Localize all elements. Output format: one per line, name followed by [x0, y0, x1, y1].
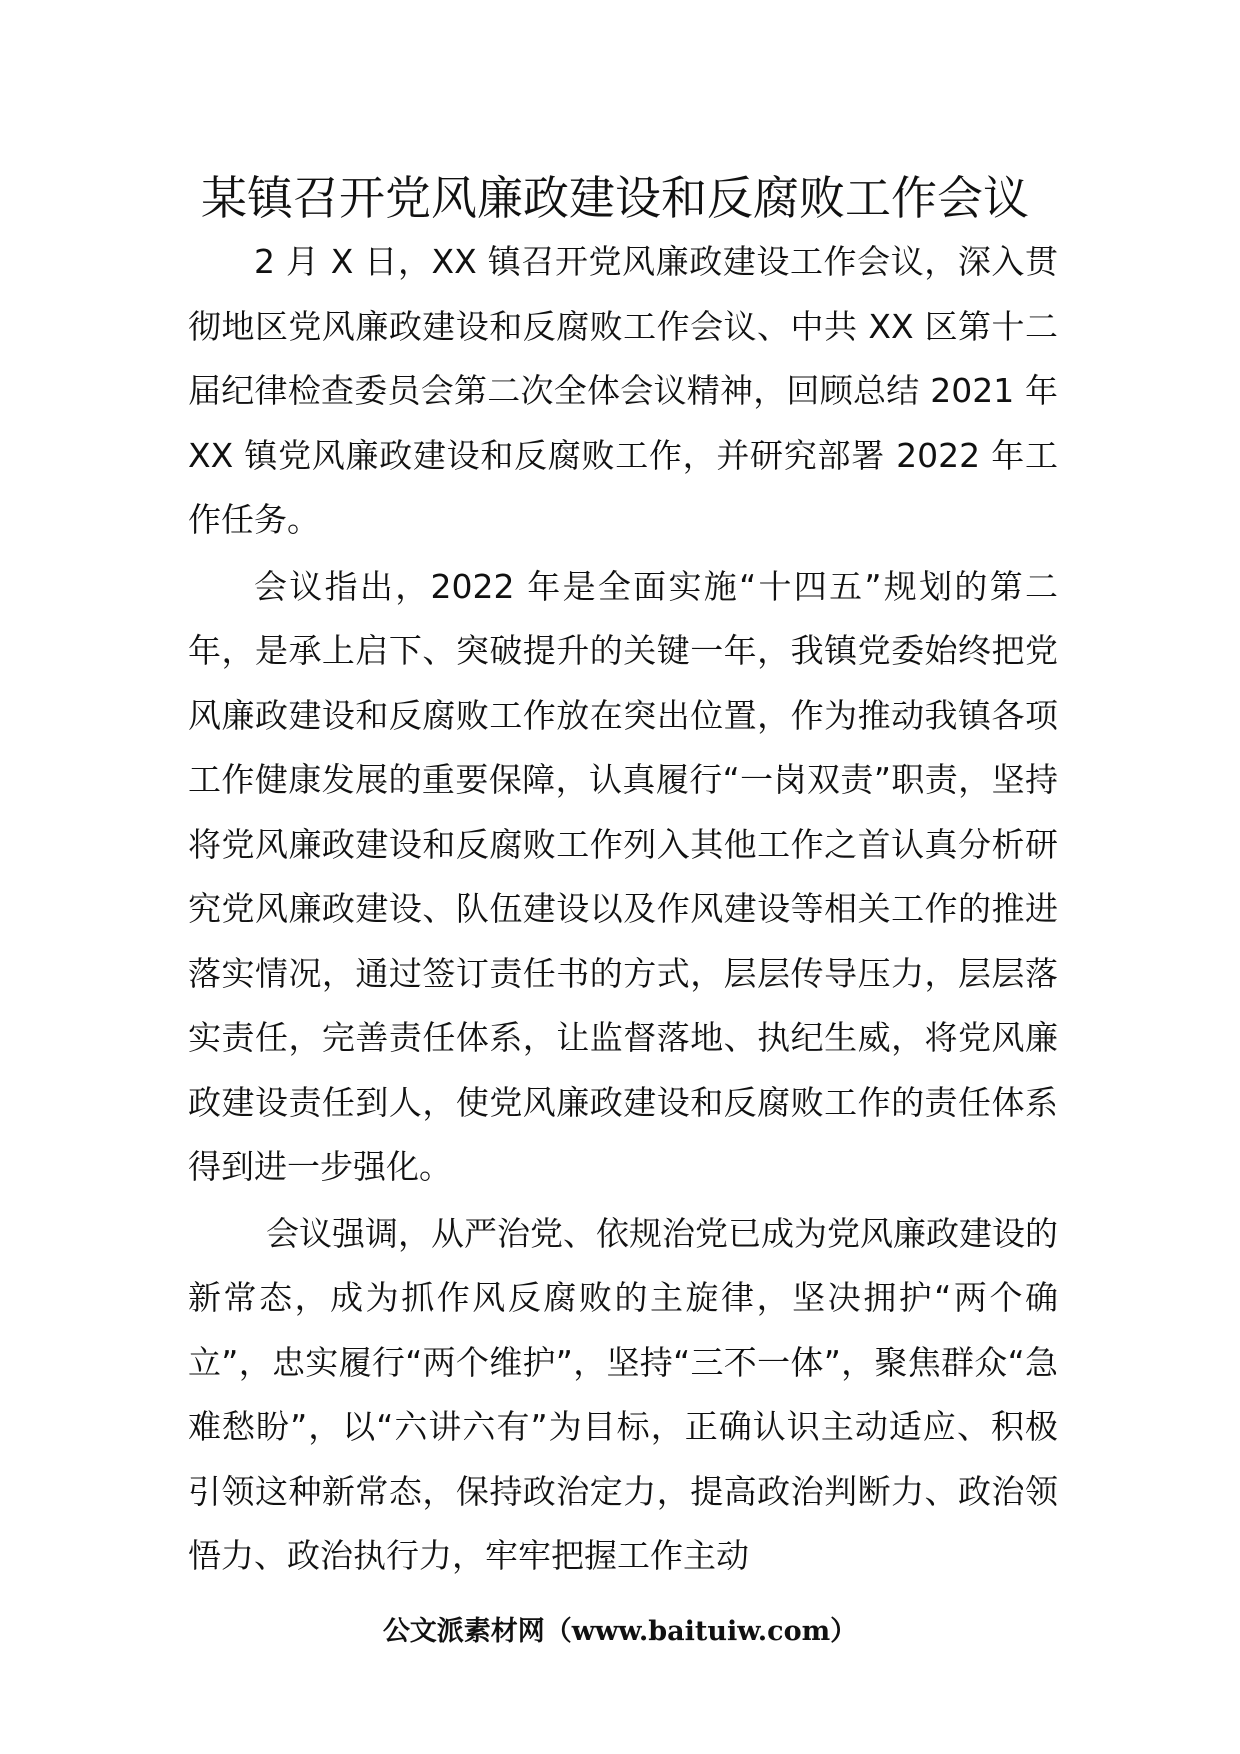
paragraph-2: 会议指出，2022 年是全面实施“十四五”规划的第二年，是承上启下、突破提升的关键一年，我镇党委始终把党风廉政建设和反腐败工作放在突出位置，作为推动我镇各项工作健康发展的重要保障，认真履行“一岗双责”职责，坚持将党风廉政建设和反腐败工作列入其他工作之首认真分析研究党风廉政建设、队伍建设以及作风建设等相关工作的推进落实情况，通过签订责任书的方式，层层传导压力，层层落实责任，完善责任体系，让监督落地、执纪生威，将党风廉政建设责任到人，使党风廉政建设和反腐败工作的责任体系得到进一步强化。 [188, 566, 1058, 1186]
footer-watermark: 公文派素材网（www.baituiw.com） [382, 1616, 858, 1647]
document-title: 某镇召开党风廉政建设和反腐败工作会议 [201, 171, 1029, 225]
document-body [188, 230, 1058, 1591]
paragraph-1: 2 月 X 日，XX 镇召开党风廉政建设工作会议，深入贯彻地区党风廉政建设和反腐败工作会议、中共 XX 区第十二届纪律检查委员会第二次全体会议精神，回顾总结 2021 年 XX 镇党风廉政建设和反腐败工作，并研究部署 2022 年工作任务。 [188, 242, 1058, 539]
paragraph-3: 会议强调，从严治党、依规治党已成为党风廉政建设的新常态，成为抓作风反腐败的主旋律，坚决拥护“两个确立”，忠实履行“两个维护”，坚持“三不一体”，聚焦群众“急难愁盼”，以“六讲六有”为目标，正确认识主动适应、积极引领这种新常态，保持政治定力，提高政治判断力、政治领悟力、政治执行力，牢牢把握工作主动 [188, 1213, 1058, 1575]
